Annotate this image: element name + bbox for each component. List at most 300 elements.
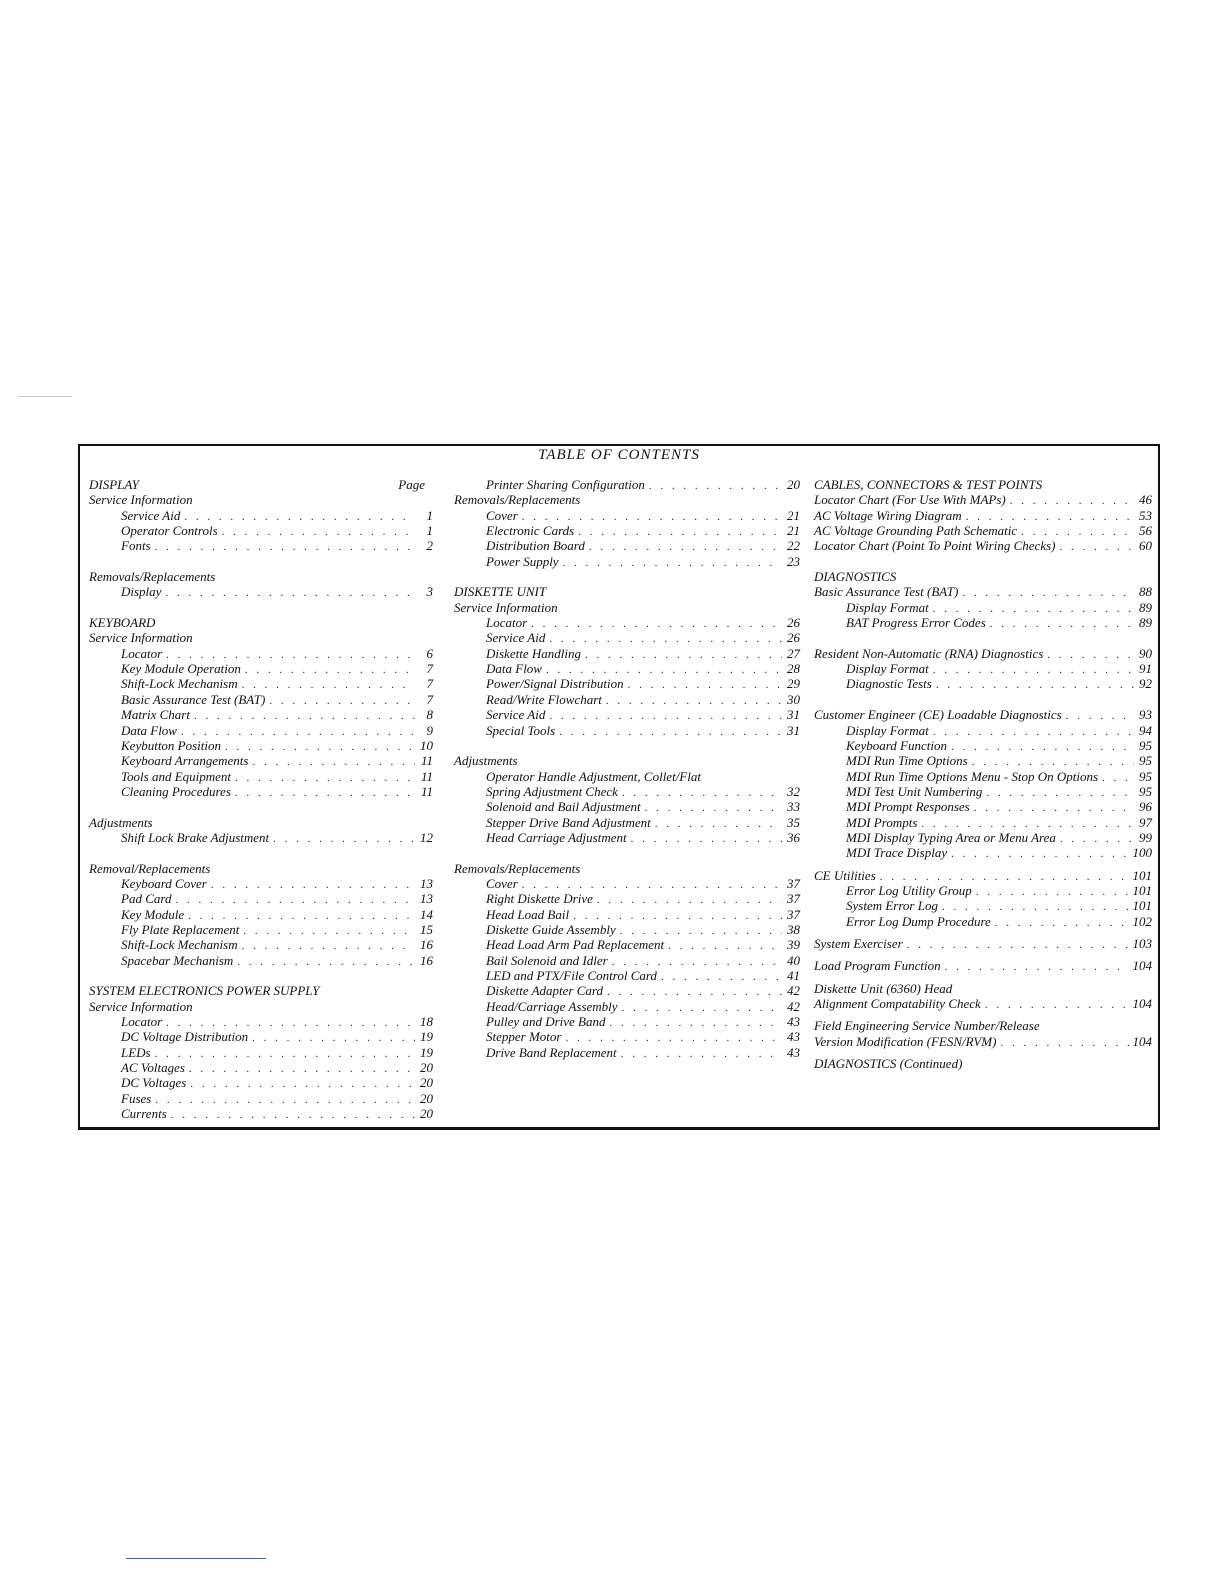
toc-entry-label: Diagnostic Tests: [846, 676, 932, 692]
toc-entry-label: BAT Progress Error Codes: [846, 615, 986, 631]
toc-entry-label: Pulley and Drive Band: [486, 1014, 606, 1030]
dot-leader: [155, 540, 415, 555]
toc-entry-label: Shift-Lock Mechanism: [121, 937, 238, 953]
toc-entry: [814, 996, 1152, 1011]
toc-entry-label: Locator: [121, 645, 163, 661]
toc-entry-page: 43: [787, 1044, 800, 1060]
toc-entry-label: Service Information: [454, 599, 558, 615]
toc-entry-page: 42: [787, 998, 800, 1014]
toc-entry-page: 101: [1132, 898, 1152, 914]
toc-entry-label: Service Aid: [486, 707, 546, 723]
toc-entry-label: Key Module: [121, 906, 185, 922]
toc-entry-page: 20: [787, 477, 800, 492]
toc-entry-label: Error Log Utility Group: [846, 882, 972, 898]
toc-entry-page: 102: [1132, 913, 1152, 929]
toc-entry-label: Right Diskette Drive: [486, 891, 593, 907]
toc-entry: [454, 999, 800, 1014]
toc-entry-label: Service Aid: [486, 630, 546, 646]
toc-entry-page: 56: [1139, 523, 1152, 539]
toc-entry: [814, 508, 1152, 523]
toc-entry-label: Load Program Function: [814, 958, 941, 974]
toc-entry-label: Diskette Guide Assembly: [486, 921, 616, 937]
toc-entry: [89, 630, 433, 645]
dot-leader: [621, 1047, 782, 1062]
table-of-contents-frame: [78, 444, 1160, 1130]
toc-entry-label: Adjustments: [454, 753, 518, 769]
toc-entry-label: Removals/Replacements: [89, 569, 216, 585]
dot-leader: [631, 832, 782, 847]
toc-entry-label: Power Supply: [486, 553, 559, 569]
toc-entry-label: MDI Run Time Options Menu - Stop On Options: [846, 768, 1099, 784]
toc-entry: [814, 707, 1152, 722]
dot-leader: [951, 847, 1128, 862]
toc-entry: [814, 898, 1152, 913]
toc-entry-page: 89: [1139, 599, 1152, 615]
toc-entry-label: Removals/Replacements: [454, 860, 581, 876]
toc-entry-page: 7: [426, 676, 433, 692]
toc-entry: [89, 815, 433, 830]
toc-entry: [89, 661, 433, 676]
dot-leader: [985, 998, 1129, 1013]
toc-entry: [89, 477, 433, 492]
toc-entry: [814, 914, 1152, 929]
toc-entry: [89, 922, 433, 937]
toc-entry-page: 37: [787, 891, 800, 907]
toc-entry: [454, 937, 800, 952]
toc-entry: [89, 876, 433, 891]
toc-entry-page: 37: [787, 875, 800, 891]
toc-entry-page: 18: [420, 1014, 433, 1030]
toc-entry-page: 23: [787, 553, 800, 569]
toc-entry: [814, 538, 1152, 553]
toc-entry-page: 3: [426, 584, 433, 600]
toc-entry: [814, 600, 1152, 615]
toc-entry-page: 33: [787, 799, 800, 815]
toc-entry-page: 104: [1132, 996, 1152, 1011]
toc-entry: [89, 523, 433, 538]
dot-leader: [563, 556, 782, 571]
toc-entry: [814, 1056, 1152, 1071]
toc-entry-page: 20: [420, 1090, 433, 1106]
toc-entry: [454, 815, 800, 830]
dot-leader: [936, 678, 1134, 693]
toc-entry-page: 2: [426, 538, 433, 554]
toc-entry-page: 60: [1139, 538, 1152, 554]
toc-entry-label: Display Format: [846, 661, 929, 677]
toc-entry-label: MDI Run Time Options: [846, 753, 968, 769]
toc-entry-page: 16: [420, 952, 433, 968]
toc-entry: [89, 676, 433, 691]
toc-entry: [814, 981, 1152, 996]
toc-entry: [454, 723, 800, 738]
toc-entry-page: 21: [787, 507, 800, 523]
toc-entry-page: 100: [1132, 845, 1152, 861]
toc-entry-label: Display: [121, 584, 162, 600]
dot-leader: [559, 725, 782, 740]
toc-entry-page: 20: [420, 1075, 433, 1091]
toc-entry-page: 90: [1139, 645, 1152, 661]
toc-entry-label: MDI Prompts: [846, 814, 918, 830]
toc-entry: [454, 538, 800, 553]
toc-entry-page: 26: [787, 615, 800, 631]
toc-entry: [89, 492, 433, 507]
toc-entry: [454, 799, 800, 814]
toc-entry: [814, 615, 1152, 630]
dot-leader: [907, 938, 1129, 953]
toc-entry: [454, 1029, 800, 1044]
toc-entry: [454, 861, 800, 876]
toc-entry: [454, 630, 800, 645]
toc-entry: [814, 723, 1152, 738]
toc-entry: [814, 492, 1152, 507]
toc-entry-label: Fuses: [121, 1090, 152, 1106]
toc-entry: [89, 723, 433, 738]
toc-entry: [454, 953, 800, 968]
toc-entry: [454, 646, 800, 661]
toc-entry-label: DC Voltage Distribution: [121, 1029, 249, 1045]
toc-entry-label: Head Carriage Adjustment: [486, 829, 627, 845]
toc-entry: [814, 883, 1152, 898]
toc-entry: [814, 753, 1152, 768]
toc-entry-page: 32: [787, 783, 800, 799]
toc-entry-label: Tools and Equipment: [121, 768, 232, 784]
toc-entry-page: 94: [1139, 722, 1152, 738]
toc-entry: [89, 983, 433, 998]
page-column-header: Page: [398, 477, 425, 492]
toc-entry-label: AC Voltage Wiring Diagram: [814, 507, 962, 523]
toc-entry: [814, 1018, 1152, 1033]
toc-entry: [89, 830, 433, 845]
toc-entry-page: 10: [420, 737, 433, 753]
toc-entry-page: 29: [787, 676, 800, 692]
toc-entry-label: DIAGNOSTICS (Continued): [814, 1056, 963, 1072]
toc-entry: [454, 876, 800, 891]
toc-entry: [454, 968, 800, 983]
toc-entry-label: Electronic Cards: [486, 523, 575, 539]
toc-entry-label: KEYBOARD: [89, 615, 156, 631]
toc-entry-page: 89: [1139, 615, 1152, 631]
toc-entry-label: Spacebar Mechanism: [121, 952, 234, 968]
toc-entry-page: 1: [426, 507, 433, 523]
toc-entry: [89, 692, 433, 707]
toc-entry: [89, 1075, 433, 1090]
toc-entry-label: Special Tools: [486, 722, 556, 738]
toc-entry: [89, 538, 433, 553]
toc-entry-page: 15: [420, 921, 433, 937]
dot-leader: [171, 1108, 415, 1123]
toc-entry-label: DISKETTE UNIT: [454, 584, 547, 600]
toc-entry: [814, 661, 1152, 676]
toc-entry: [89, 953, 433, 968]
toc-entry-label: Service Aid: [121, 507, 181, 523]
toc-entry-label: AC Voltages: [121, 1060, 185, 1076]
toc-entry-label: Error Log Dump Procedure: [846, 913, 991, 929]
toc-entry-label: System Error Log: [846, 898, 938, 914]
toc-entry-page: 26: [787, 630, 800, 646]
toc-entry-label: Data Flow: [486, 661, 542, 677]
toc-entry: [89, 1045, 433, 1060]
toc-entry: [454, 707, 800, 722]
toc-entry: [89, 937, 433, 952]
toc-entry-page: 88: [1139, 584, 1152, 600]
toc-entry: [454, 477, 800, 492]
toc-entry: [89, 907, 433, 922]
toc-entry-page: 40: [787, 952, 800, 968]
toc-entry-label: Shift Lock Brake Adjustment: [121, 829, 270, 845]
toc-entry: [89, 1029, 433, 1044]
toc-entry-label: Cover: [486, 507, 518, 523]
toc-entry: [454, 661, 800, 676]
toc-entry-page: 31: [787, 707, 800, 723]
toc-entry-label: Locator: [121, 1014, 163, 1030]
toc-entry-label: Shift-Lock Mechanism: [121, 676, 238, 692]
toc-entry: [814, 799, 1152, 814]
toc-entry: [454, 891, 800, 906]
toc-entry: [814, 845, 1152, 860]
toc-entry: [89, 1106, 433, 1121]
toc-entry: [814, 769, 1152, 784]
toc-entry: [89, 646, 433, 661]
toc-entry-page: 92: [1139, 676, 1152, 692]
toc-entry-page: 41: [787, 968, 800, 983]
toc-entry: [814, 523, 1152, 538]
toc-entry: [454, 769, 800, 784]
toc-entry-page: 31: [787, 722, 800, 738]
toc-entry: [89, 784, 433, 799]
dot-leader: [990, 617, 1134, 632]
toc-entry: [454, 753, 800, 768]
toc-entry: [814, 1034, 1152, 1049]
scan-artifact-line: [18, 396, 72, 397]
toc-entry-label: Basic Assurance Test (BAT): [121, 691, 266, 707]
toc-entry-label: Locator: [486, 615, 528, 631]
toc-entry-page: 11: [420, 783, 433, 799]
toc-entry-label: Key Module Operation: [121, 661, 241, 677]
toc-entry-label: Locator Chart (For Use With MAPs): [814, 492, 1006, 508]
toc-entry-page: 20: [420, 1106, 433, 1122]
toc-entry: [89, 1060, 433, 1075]
toc-entry: [454, 692, 800, 707]
toc-entry-page: 11: [420, 753, 433, 769]
toc-entry-page: 14: [420, 906, 433, 922]
dot-leader: [1000, 1036, 1128, 1051]
toc-entry-label: Display Format: [846, 722, 929, 738]
toc-entry-label: System Exerciser: [814, 935, 903, 951]
toc-entry-label: Bail Solenoid and Idler: [486, 952, 608, 968]
toc-entry-label: AC Voltage Grounding Path Schematic: [814, 523, 1018, 539]
toc-entry: [454, 922, 800, 937]
toc-entry-label: Head Load Bail: [486, 906, 570, 922]
toc-entry-label: Keyboard Arrangements: [121, 753, 249, 769]
toc-entry-page: 7: [426, 661, 433, 677]
toc-entry: [89, 769, 433, 784]
dot-leader: [1059, 540, 1134, 555]
toc-entry-page: 13: [420, 891, 433, 907]
toc-entry: [454, 584, 800, 599]
toc-entry-label: Cover: [486, 875, 518, 891]
toc-entry-page: 21: [787, 523, 800, 539]
toc-entry-label: LED and PTX/File Control Card: [486, 968, 657, 983]
toc-entry: [814, 738, 1152, 753]
toc-entry-page: 9: [426, 722, 433, 738]
toc-entry-label: Head/Carriage Assembly: [486, 998, 618, 1014]
toc-entry: [454, 554, 800, 569]
toc-entry-page: 7: [426, 691, 433, 707]
toc-entry-label: Keyboard Cover: [121, 875, 207, 891]
toc-entry-label: Currents: [121, 1106, 167, 1122]
toc-entry-label: Removals/Replacements: [454, 492, 581, 508]
toc-entry-page: 37: [787, 906, 800, 922]
toc-entry-label: Removal/Replacements: [89, 860, 211, 876]
toc-entry-page: 16: [420, 937, 433, 953]
toc-entry: [89, 1091, 433, 1106]
toc-entry-label: Power/Signal Distribution: [486, 676, 624, 692]
toc-entry: [454, 600, 800, 615]
toc-entry-page: 12: [420, 829, 433, 845]
toc-entry: [89, 861, 433, 876]
dot-leader: [945, 960, 1129, 975]
toc-entry-label: Operator Controls: [121, 523, 218, 539]
toc-entry-label: Field Engineering Service Number/Release: [814, 1018, 1040, 1034]
toc-entry-page: 95: [1139, 737, 1152, 753]
toc-entry: [814, 646, 1152, 661]
toc-entry-label: Stepper Drive Band Adjustment: [486, 814, 651, 830]
toc-entry-page: 27: [787, 645, 800, 661]
toc-entry-page: 1: [426, 523, 433, 539]
toc-entry-label: DIAGNOSTICS: [814, 569, 897, 585]
toc-column-1: [89, 477, 433, 1121]
toc-entry-page: 19: [420, 1029, 433, 1045]
toc-entry: [814, 868, 1152, 883]
toc-entry-label: Read/Write Flowchart: [486, 691, 602, 707]
toc-entry-page: 36: [787, 829, 800, 845]
toc-entry-label: MDI Display Typing Area or Menu Area: [846, 829, 1056, 845]
dot-leader: [995, 916, 1129, 931]
toc-entry-page: 97: [1139, 814, 1152, 830]
toc-entry-label: Data Flow: [121, 722, 177, 738]
toc-entry: [814, 830, 1152, 845]
toc-entry-label: Fonts: [121, 538, 151, 554]
toc-entry: [89, 508, 433, 523]
toc-entry: [454, 784, 800, 799]
toc-entry-label: Locator Chart (Point To Point Wiring Checks): [814, 538, 1056, 554]
toc-entry-page: 11: [420, 768, 433, 784]
toc-entry-label: Printer Sharing Configuration: [486, 477, 645, 492]
toc-entry: [89, 1014, 433, 1029]
toc-entry-page: 91: [1139, 661, 1152, 677]
toc-entry-label: Service Information: [89, 630, 193, 646]
toc-entry: [89, 615, 433, 630]
toc-entry-label: Display Format: [846, 599, 929, 615]
toc-entry-label: MDI Test Unit Numbering: [846, 783, 983, 799]
toc-entry-label: Version Modification (FESN/RVM): [814, 1033, 997, 1049]
toc-entry-label: Adjustments: [89, 814, 153, 830]
toc-entry-page: 95: [1139, 783, 1152, 799]
toc-entry-label: CE Utilities: [814, 867, 876, 883]
toc-entry-page: 95: [1139, 768, 1152, 784]
toc-entry: [454, 523, 800, 538]
toc-entry-page: 19: [420, 1044, 433, 1060]
toc-entry: [454, 983, 800, 998]
toc-entry: [814, 958, 1152, 973]
dot-leader: [237, 955, 415, 970]
toc-entry-label: Customer Engineer (CE) Loadable Diagnostics: [814, 707, 1062, 723]
toc-entry-page: 39: [787, 937, 800, 953]
toc-entry-page: 43: [787, 1014, 800, 1030]
toc-entry-page: 6: [426, 645, 433, 661]
toc-entry: [89, 753, 433, 768]
toc-entry-label: Keybutton Position: [121, 737, 222, 753]
toc-entry-page: 35: [787, 814, 800, 830]
toc-entry: [454, 830, 800, 845]
toc-entry-page: 93: [1139, 707, 1152, 723]
toc-entry: [814, 936, 1152, 951]
toc-entry-page: 43: [787, 1029, 800, 1045]
toc-entry-page: 95: [1139, 753, 1152, 769]
toc-entry: [89, 569, 433, 584]
toc-entry: [814, 477, 1152, 492]
dot-leader: [165, 586, 415, 601]
toc-entry: [454, 1045, 800, 1060]
toc-entry-label: Diskette Adapter Card: [486, 983, 603, 999]
toc-entry-page: 20: [420, 1060, 433, 1076]
toc-entry-label: LEDs: [121, 1044, 151, 1060]
toc-entry: [89, 707, 433, 722]
toc-entry-page: 103: [1132, 935, 1152, 951]
toc-entry-label: Service Information: [89, 998, 193, 1014]
dot-leader: [273, 832, 415, 847]
toc-entry-label: Diskette Unit (6360) Head: [814, 980, 953, 996]
toc-entry-label: Alignment Compatability Check: [814, 996, 981, 1011]
toc-entry-page: 101: [1132, 882, 1152, 898]
toc-entry-label: Keyboard Function: [846, 737, 947, 753]
toc-entry-label: Fly Plate Replacement: [121, 921, 240, 937]
toc-title: TABLE OF CONTENTS: [538, 447, 700, 463]
toc-entry-label: Drive Band Replacement: [486, 1044, 617, 1060]
toc-entry: [454, 492, 800, 507]
toc-entry-label: Diskette Handling: [486, 645, 581, 661]
toc-entry: [89, 891, 433, 906]
footer-link-underline: [126, 1558, 266, 1559]
toc-entry-label: Resident Non-Automatic (RNA) Diagnostics: [814, 645, 1044, 661]
toc-entry-page: 96: [1139, 799, 1152, 815]
toc-entry-page: 104: [1132, 1033, 1152, 1049]
toc-entry-label: Distribution Board: [486, 538, 585, 554]
toc-entry-label: MDI Trace Display: [846, 845, 948, 861]
toc-entry: [814, 569, 1152, 584]
toc-entry: [814, 584, 1152, 599]
toc-entry-label: CABLES, CONNECTORS & TEST POINTS: [814, 477, 1043, 492]
toc-entry-label: Operator Handle Adjustment, Collet/Flat: [486, 768, 701, 784]
toc-entry-page: 46: [1139, 492, 1152, 508]
toc-entry: [454, 676, 800, 691]
toc-entry-page: 42: [787, 983, 800, 999]
toc-entry-page: 13: [420, 875, 433, 891]
toc-entry-label: Basic Assurance Test (BAT): [814, 584, 959, 600]
toc-entry-label: Solenoid and Bail Adjustment: [486, 799, 641, 815]
toc-entry-label: SYSTEM ELECTRONICS POWER SUPPLY: [89, 983, 320, 999]
toc-entry: [89, 999, 433, 1014]
toc-entry-label: Cleaning Procedures: [121, 783, 231, 799]
toc-entry: [454, 907, 800, 922]
toc-entry: [814, 784, 1152, 799]
toc-entry-page: 38: [787, 921, 800, 937]
toc-entry: [814, 676, 1152, 691]
toc-column-3: [814, 477, 1152, 1071]
toc-entry: [454, 508, 800, 523]
toc-entry-page: 104: [1132, 958, 1152, 974]
toc-entry-page: 28: [787, 661, 800, 677]
